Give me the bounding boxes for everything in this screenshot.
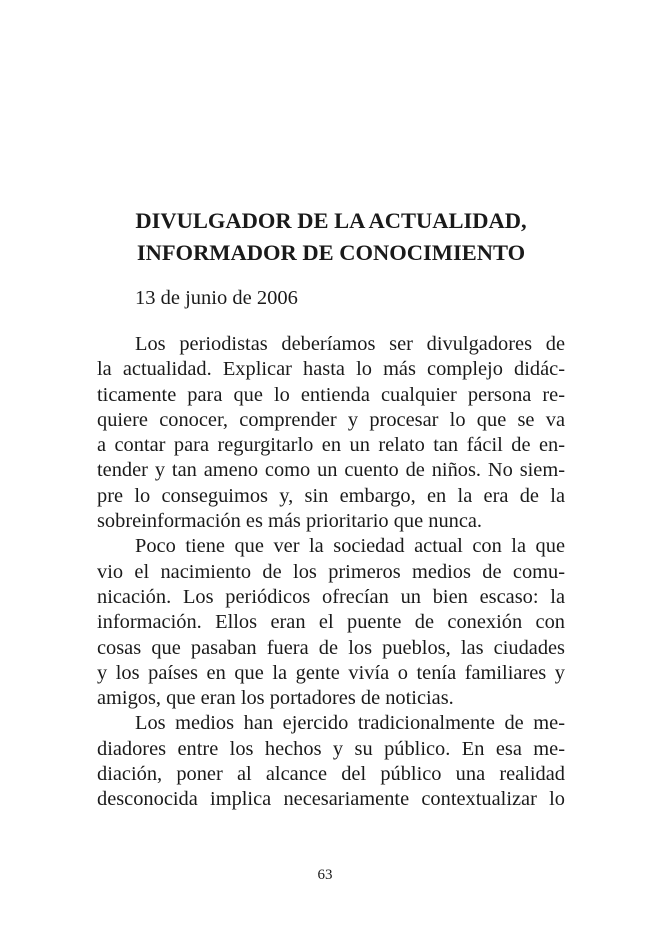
text-line: Poco tiene que ver la sociedad actual con la que <box>135 535 565 558</box>
text-line: Los periodistas deberíamos ser divulgadores de <box>135 333 565 355</box>
chapter-title-line: DIVULGADOR DE LA ACTUALIDAD, <box>135 208 527 233</box>
text-line: nicación. Los periódicos ofrecían un bien escaso: la <box>97 585 565 608</box>
text-line: desconocida implica necesariamente contextualizar lo <box>97 788 565 811</box>
chapter-title-line: INFORMADOR DE CONOCIMIENTO <box>136 240 526 265</box>
text-line: y los países en que la gente vivía o tenía familiares y <box>97 661 565 684</box>
text-line: diadores entre los hechos y su público. En esa me- <box>97 737 565 760</box>
text-line: pre lo conseguimos y, sin embargo, en la era de la <box>97 484 565 507</box>
book-page <box>97 0 565 948</box>
text-line: la actualidad. Explicar hasta lo más complejo didác- <box>97 358 565 381</box>
chapter-title <box>97 205 565 269</box>
text-line: amigos, que eran los portadores de noticias. <box>97 687 454 710</box>
text-line: información. Ellos eran el puente de conexión con <box>97 611 565 634</box>
paragraph <box>97 332 565 534</box>
text-line: cosas que pasaban fuera de los pueblos, las ciudades <box>97 636 565 659</box>
page-number: 63 <box>317 867 333 883</box>
chapter-body <box>97 332 565 813</box>
text-line: vio el nacimiento de los primeros medios de comu- <box>97 560 565 583</box>
text-line: tender y tan ameno como un cuento de niños. No siem- <box>97 459 565 482</box>
text-line: quiere conocer, comprender y procesar lo que se va <box>97 408 565 431</box>
text-line: sobreinformación es más prioritario que nunca. <box>97 510 483 533</box>
paragraph <box>97 711 565 812</box>
text-line: diación, poner al alcance del público una realidad <box>97 763 565 786</box>
text-line: Los medios han ejercido tradicionalmente de me- <box>135 712 565 735</box>
text-line: ticamente para que lo entienda cualquier persona re- <box>97 383 565 406</box>
text-line: a contar para regurgitarlo en un relato tan fácil de en- <box>97 434 565 457</box>
paragraph <box>97 534 565 711</box>
chapter-date: 13 de junio de 2006 <box>135 287 298 309</box>
